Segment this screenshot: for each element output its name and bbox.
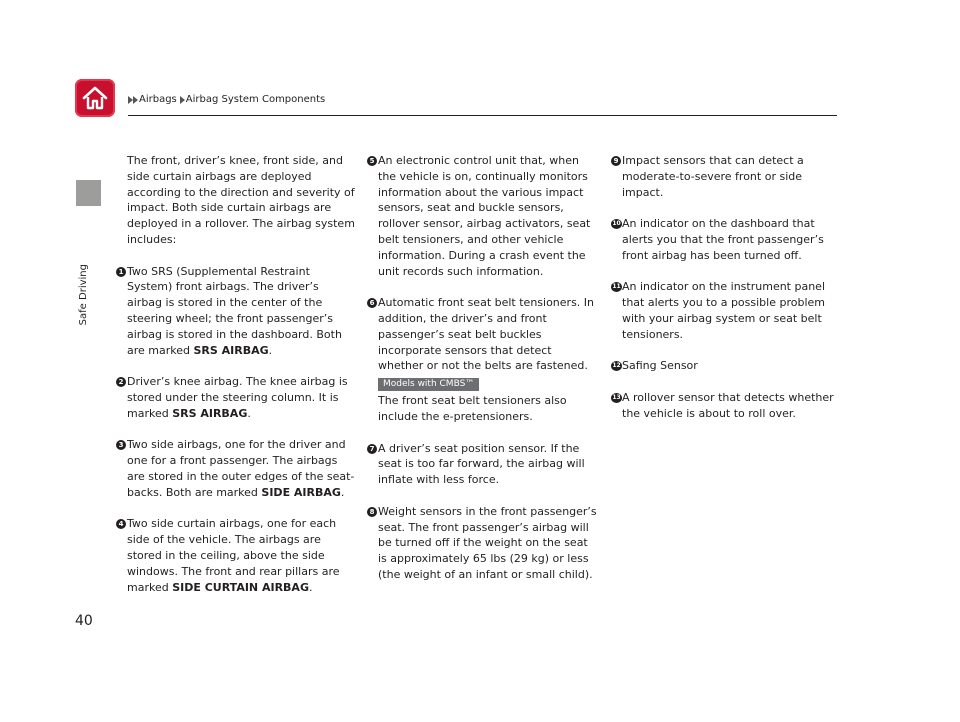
- list-item: 7 A driver’s seat position sensor. If the seat is too far forward, the airbag will inflate with less force.: [368, 441, 600, 488]
- column-1: [117, 153, 357, 611]
- item-number-badge: 1: [116, 267, 126, 277]
- list-item: 8 Weight sensors in the front passenger’s seat. The front passenger’s airbag will be turned off if the weight on the seat is approximately 65 lbs (29 kg) or less (the weight of an infant or small child).: [368, 504, 600, 583]
- breadcrumb-item-airbags[interactable]: Airbags: [139, 94, 177, 105]
- item-number-badge: 6: [367, 298, 377, 308]
- item-number-badge: 2: [116, 377, 126, 387]
- item-number-badge: 11: [612, 283, 621, 291]
- home-icon: [81, 85, 109, 111]
- item-number-badge: 3: [116, 440, 126, 450]
- list-item: 9 Impact sensors that can detect a moderate-to-severe front or side impact.: [612, 153, 840, 200]
- item-number-badge: 9: [611, 156, 621, 166]
- section-tab-marker[interactable]: [76, 180, 101, 206]
- column-3: [612, 153, 840, 437]
- item-number-badge: 12: [612, 362, 621, 370]
- list-item: 5 An electronic control unit that, when the vehicle is on, continually monitors information about the various impact sensors, seat and buckle sensors, rollover sensor, airbag activators, seat belt tensioners, and other vehicle information. During a crash event the unit records such information.: [368, 153, 600, 279]
- list-item: 11 An indicator on the instrument panel that alerts you to a possible problem with your airbag system or seat belt tensioners.: [612, 280, 826, 341]
- list-item: 1 Two SRS (Supplemental Restraint System) front airbags. The driver’s airbag is stored in the center of the steering wheel; the front passenger’s airbag is stored in the dashboard. Both are marked SRS AIRBAG.: [117, 264, 357, 359]
- item-number-badge: 10: [612, 220, 621, 228]
- model-note: The front seat belt tensioners also include the e-pretensioners.: [378, 394, 567, 423]
- breadcrumb-arrow-icon: [180, 96, 185, 104]
- header-rule: [128, 115, 837, 116]
- column-2: [368, 153, 600, 599]
- item-number-badge: 4: [116, 519, 126, 529]
- breadcrumb-item-components: Airbag System Components: [185, 94, 326, 105]
- item-number-badge: 5: [367, 156, 377, 166]
- item-number-badge: 13: [612, 393, 621, 401]
- list-item: 12 Safing Sensor: [612, 359, 698, 373]
- list-item: 2 Driver’s knee airbag. The knee airbag is stored under the steering column. It is marked SRS AIRBAG.: [117, 374, 357, 421]
- list-item: 6 Automatic front seat belt tensioners. In addition, the driver’s and front passenger’s seat belt buckles incorporate sensors that detect whether or not the belts are fastened. Models with CMBS™ The front seat belt tensioners also include the e-pretensioners.: [368, 295, 600, 425]
- item-number-badge: 7: [367, 444, 377, 454]
- list-item: 4 Two side curtain airbags, one for each side of the vehicle. The airbags are stored in the ceiling, above the side windows. The front and rear pillars are marked SIDE CURTAIN AIRBAG.: [117, 516, 357, 595]
- section-label: Safe Driving: [78, 264, 89, 326]
- breadcrumb-arrow-icon: [133, 96, 138, 104]
- list-item: 3 Two side airbags, one for the driver and one for a front passenger. The airbags are stored in the outer edges of the seat-backs. Both are marked SIDE AIRBAG.: [117, 437, 357, 500]
- list-item: 13 A rollover sensor that detects whether the vehicle is about to roll over.: [612, 390, 834, 420]
- breadcrumb: [128, 94, 328, 105]
- model-badge: Models with CMBS™: [378, 378, 479, 391]
- list-item: 10 An indicator on the dashboard that alerts you that the front passenger’s front airbag has been turned off.: [612, 217, 824, 262]
- home-button[interactable]: [75, 79, 115, 117]
- item-number-badge: 8: [367, 507, 377, 517]
- intro-text: The front, driver’s knee, front side, and side curtain airbags are deployed according to the direction and severity of impact. Both side curtain airbags are deployed in a rollover. The airbag system includes:: [127, 154, 355, 246]
- page-number: 40: [75, 613, 93, 629]
